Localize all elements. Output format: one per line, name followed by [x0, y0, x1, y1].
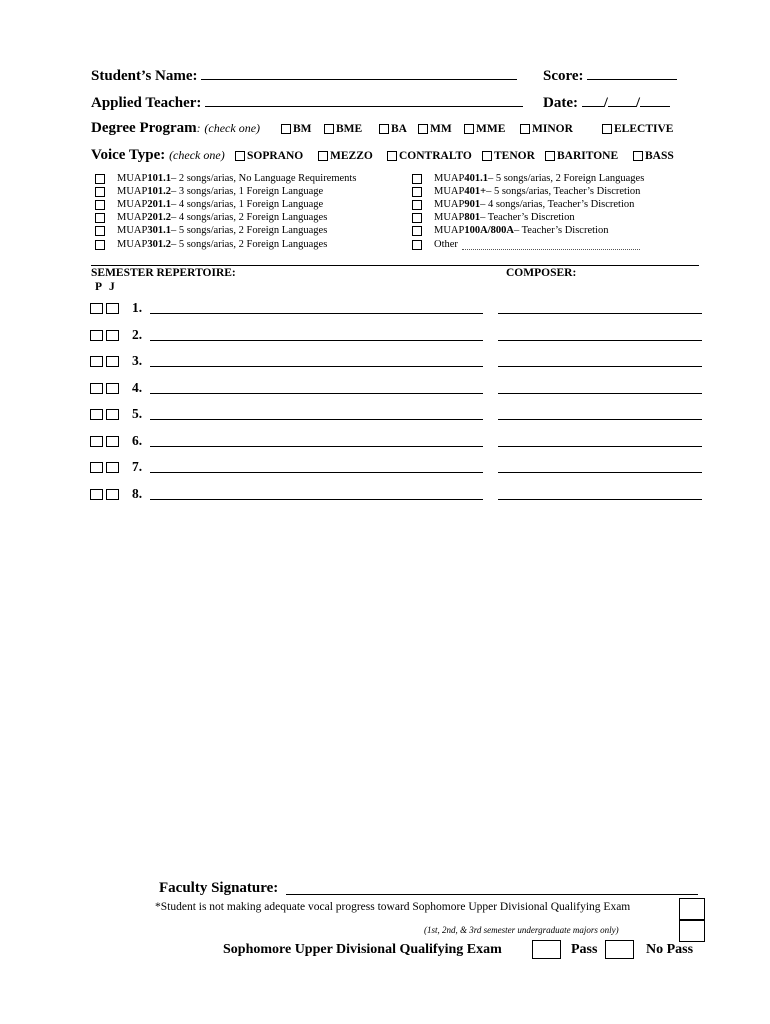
muap-option[interactable] [412, 186, 640, 197]
checkbox[interactable] [318, 151, 328, 161]
muap-option[interactable] [95, 186, 323, 197]
date-year-field[interactable] [640, 93, 670, 107]
repertoire-row [90, 327, 146, 343]
no-pass-label: No Pass [646, 942, 694, 957]
no-pass-checkbox[interactable] [605, 940, 634, 959]
muap-prefix: MUAP [434, 212, 465, 223]
p-checkbox[interactable] [90, 409, 103, 420]
p-checkbox[interactable] [90, 356, 103, 367]
muap-option[interactable] [95, 212, 327, 223]
option-label: MINOR [532, 123, 573, 135]
muap-desc: – 4 songs/arias, 1 Foreign Language [170, 199, 324, 210]
other-label: Other [434, 239, 458, 250]
option-label: TENOR [494, 150, 535, 162]
p-checkbox[interactable] [90, 330, 103, 341]
muap-desc: – 5 songs/arias, 2 Foreign Languages [170, 225, 328, 236]
repertoire-row [90, 406, 146, 422]
muap-prefix: MUAP [117, 239, 148, 250]
muap-option[interactable] [412, 225, 608, 236]
degree-option-mm[interactable] [418, 123, 452, 135]
j-column-label: J [109, 281, 115, 293]
j-checkbox[interactable] [106, 462, 119, 473]
voice-option-tenor[interactable] [482, 150, 535, 162]
muap-option[interactable] [412, 212, 575, 223]
repertoire-row [90, 300, 146, 316]
pass-checkbox[interactable] [532, 940, 561, 959]
j-checkbox[interactable] [106, 436, 119, 447]
checkbox[interactable] [387, 151, 397, 161]
muap-prefix: MUAP [434, 186, 465, 197]
checkbox[interactable] [95, 187, 105, 197]
faculty-signature-label: Faculty Signature: [159, 880, 279, 896]
composer-field[interactable] [498, 418, 702, 420]
checkbox[interactable] [95, 213, 105, 223]
voice-type-label: Voice Type: [91, 147, 166, 163]
muap-code: 301.1 [147, 225, 171, 236]
option-label: BARITONE [557, 150, 619, 162]
muap-code: 901 [464, 199, 481, 210]
composer-label: COMPOSER: [506, 267, 577, 279]
voice-hint: (check one) [169, 148, 225, 162]
repertoire-title-field[interactable] [150, 445, 483, 447]
progress-subnote: (1st, 2nd, & 3rd semester undergraduate majors only) [424, 925, 619, 935]
muap-desc: – Teacher’s Discretion [480, 212, 575, 223]
date-slash: / [603, 95, 608, 111]
checkbox[interactable] [412, 187, 422, 197]
checkbox[interactable] [95, 226, 105, 236]
checkbox[interactable] [95, 174, 105, 184]
degree-program-label-group [91, 120, 260, 137]
pass-label: Pass [571, 942, 598, 957]
p-checkbox[interactable] [90, 436, 103, 447]
muap-desc: – Teacher’s Discretion [513, 225, 609, 236]
option-label: BASS [645, 150, 674, 162]
date-day-field[interactable] [608, 93, 636, 107]
row-number: 3. [132, 353, 143, 368]
row-number: 7. [132, 459, 143, 474]
faculty-signature-field[interactable] [286, 893, 698, 895]
degree-program-label: Degree Program [91, 120, 197, 136]
j-checkbox[interactable] [106, 489, 119, 500]
checkbox[interactable] [412, 174, 422, 184]
p-checkbox[interactable] [90, 489, 103, 500]
checkbox[interactable] [235, 151, 245, 161]
row-number: 4. [132, 380, 143, 395]
composer-field[interactable] [498, 445, 702, 447]
option-label: BA [391, 123, 407, 135]
muap-desc: – 3 songs/arias, 1 Foreign Language [170, 186, 324, 197]
progress-note: *Student is not making adequate vocal progress toward Sophomore Upper Divisional Qualifying Exam [155, 901, 631, 913]
row-number: 1. [132, 300, 143, 315]
muap-prefix: MUAP [117, 225, 148, 236]
option-label: MEZZO [330, 150, 373, 162]
option-label: ELECTIVE [614, 123, 674, 135]
option-label: BM [293, 123, 312, 135]
checkbox[interactable] [95, 200, 105, 210]
option-label: BME [336, 123, 363, 135]
repertoire-row [90, 353, 146, 369]
muap-code: 101.1 [147, 173, 171, 184]
muap-desc: – 2 songs/arias, No Language Requirements [170, 173, 357, 184]
muap-prefix: MUAP [434, 199, 465, 210]
row-number: 5. [132, 406, 143, 421]
p-checkbox[interactable] [90, 383, 103, 394]
checkbox[interactable] [412, 213, 422, 223]
repertoire-row [90, 433, 146, 449]
other-field[interactable] [462, 239, 640, 250]
muap-code: 201.2 [147, 212, 171, 223]
repertoire-title-field[interactable] [150, 498, 483, 500]
checkbox[interactable] [324, 124, 334, 134]
degree-hint: (check one) [204, 121, 261, 135]
repertoire-title-field[interactable] [150, 339, 483, 341]
j-checkbox[interactable] [106, 330, 119, 341]
degree-option-minor[interactable] [520, 123, 573, 135]
j-checkbox[interactable] [106, 383, 119, 394]
date-row [543, 93, 670, 112]
muap-desc: – 5 songs/arias, 2 Foreign Languages [170, 239, 328, 250]
applied-teacher-field[interactable] [205, 93, 523, 107]
score-field[interactable] [587, 66, 677, 80]
student-name-label: Student’s Name: [91, 68, 198, 84]
checkbox[interactable] [602, 124, 612, 134]
progress-checkbox[interactable] [679, 898, 705, 920]
voice-option-mezzo[interactable] [318, 150, 373, 162]
muap-option[interactable] [95, 173, 356, 184]
repertoire-row [90, 486, 146, 502]
row-number: 6. [132, 433, 143, 448]
muap-desc: – 5 songs/arias, Teacher’s Discretion [486, 186, 641, 197]
muap-code: 301.2 [147, 239, 171, 250]
muap-code: 100A/800A [464, 225, 514, 236]
degree-option-elective[interactable] [602, 123, 673, 135]
checkbox[interactable] [482, 151, 492, 161]
degree-colon: : [196, 121, 201, 135]
muap-prefix: MUAP [117, 173, 148, 184]
composer-field[interactable] [498, 471, 702, 473]
checkbox[interactable] [464, 124, 474, 134]
p-checkbox[interactable] [90, 303, 103, 314]
checkbox[interactable] [633, 151, 643, 161]
repertoire-title-field[interactable] [150, 365, 483, 367]
checkbox[interactable] [412, 240, 422, 250]
degree-option-bm[interactable] [281, 123, 312, 135]
composer-field[interactable] [498, 498, 702, 500]
checkbox[interactable] [379, 124, 389, 134]
voice-option-baritone[interactable] [545, 150, 618, 162]
applied-teacher-row [91, 93, 523, 112]
score-row [543, 66, 677, 85]
j-checkbox[interactable] [106, 303, 119, 314]
muap-option[interactable] [95, 239, 327, 250]
row-number: 8. [132, 486, 143, 501]
muap-option-other[interactable] [412, 239, 640, 250]
muap-prefix: MUAP [117, 199, 148, 210]
muap-option[interactable] [95, 225, 327, 236]
date-label: Date: [543, 95, 578, 111]
muap-desc: – 5 songs/arias, 2 Foreign Languages [487, 173, 645, 184]
checkbox[interactable] [545, 151, 555, 161]
muap-option[interactable] [412, 199, 634, 210]
muap-prefix: MUAP [117, 186, 148, 197]
row-number: 2. [132, 327, 143, 342]
repertoire-title-field[interactable] [150, 392, 483, 394]
section-divider [91, 265, 699, 266]
j-checkbox[interactable] [106, 409, 119, 420]
score-label: Score: [543, 68, 584, 84]
muap-prefix: MUAP [117, 212, 148, 223]
p-checkbox[interactable] [90, 462, 103, 473]
composer-field[interactable] [498, 392, 702, 394]
degree-option-mme[interactable] [464, 123, 505, 135]
repertoire-row [90, 459, 146, 475]
checkbox[interactable] [412, 226, 422, 236]
voice-type-label-group [91, 147, 225, 164]
composer-field[interactable] [498, 365, 702, 367]
date-month-field[interactable] [582, 93, 604, 107]
checkbox[interactable] [412, 200, 422, 210]
muap-option[interactable] [95, 199, 323, 210]
voice-option-soprano[interactable] [235, 150, 303, 162]
composer-field[interactable] [498, 312, 702, 314]
applied-teacher-label: Applied Teacher: [91, 95, 202, 111]
muap-code: 401.1 [464, 173, 488, 184]
degree-option-bme[interactable] [324, 123, 362, 135]
muap-desc: – 4 songs/arias, Teacher’s Discretion [480, 199, 635, 210]
muap-option[interactable] [412, 173, 644, 184]
repertoire-title-field[interactable] [150, 471, 483, 473]
checkbox[interactable] [281, 124, 291, 134]
date-slash: / [635, 95, 641, 111]
muap-code: 201.1 [147, 199, 171, 210]
degree-option-ba[interactable] [379, 123, 407, 135]
repertoire-title-field[interactable] [150, 418, 483, 420]
muap-code: 101.2 [147, 186, 171, 197]
option-label: CONTRALTO [399, 150, 472, 162]
voice-option-contralto[interactable] [387, 150, 472, 162]
student-name-row [91, 66, 517, 85]
muap-code: 801 [464, 212, 481, 223]
checkbox[interactable] [520, 124, 530, 134]
muap-prefix: MUAP [434, 173, 465, 184]
composer-field[interactable] [498, 339, 702, 341]
p-column-label: P [95, 281, 103, 293]
student-name-field[interactable] [201, 66, 517, 80]
muap-code: 401+ [464, 186, 487, 197]
progress-checkbox-lower[interactable] [679, 920, 705, 942]
muap-prefix: MUAP [434, 225, 465, 236]
repertoire-label: SEMESTER REPERTOIRE: [91, 267, 236, 279]
muap-desc: – 4 songs/arias, 2 Foreign Languages [170, 212, 328, 223]
option-label: MME [476, 123, 506, 135]
option-label: MM [430, 123, 452, 135]
checkbox[interactable] [418, 124, 428, 134]
repertoire-title-field[interactable] [150, 312, 483, 314]
exam-label: Sophomore Upper Divisional Qualifying Exam [223, 942, 502, 957]
option-label: SOPRANO [247, 150, 304, 162]
repertoire-row [90, 380, 146, 396]
j-checkbox[interactable] [106, 356, 119, 367]
voice-option-bass[interactable] [633, 150, 674, 162]
checkbox[interactable] [95, 240, 105, 250]
